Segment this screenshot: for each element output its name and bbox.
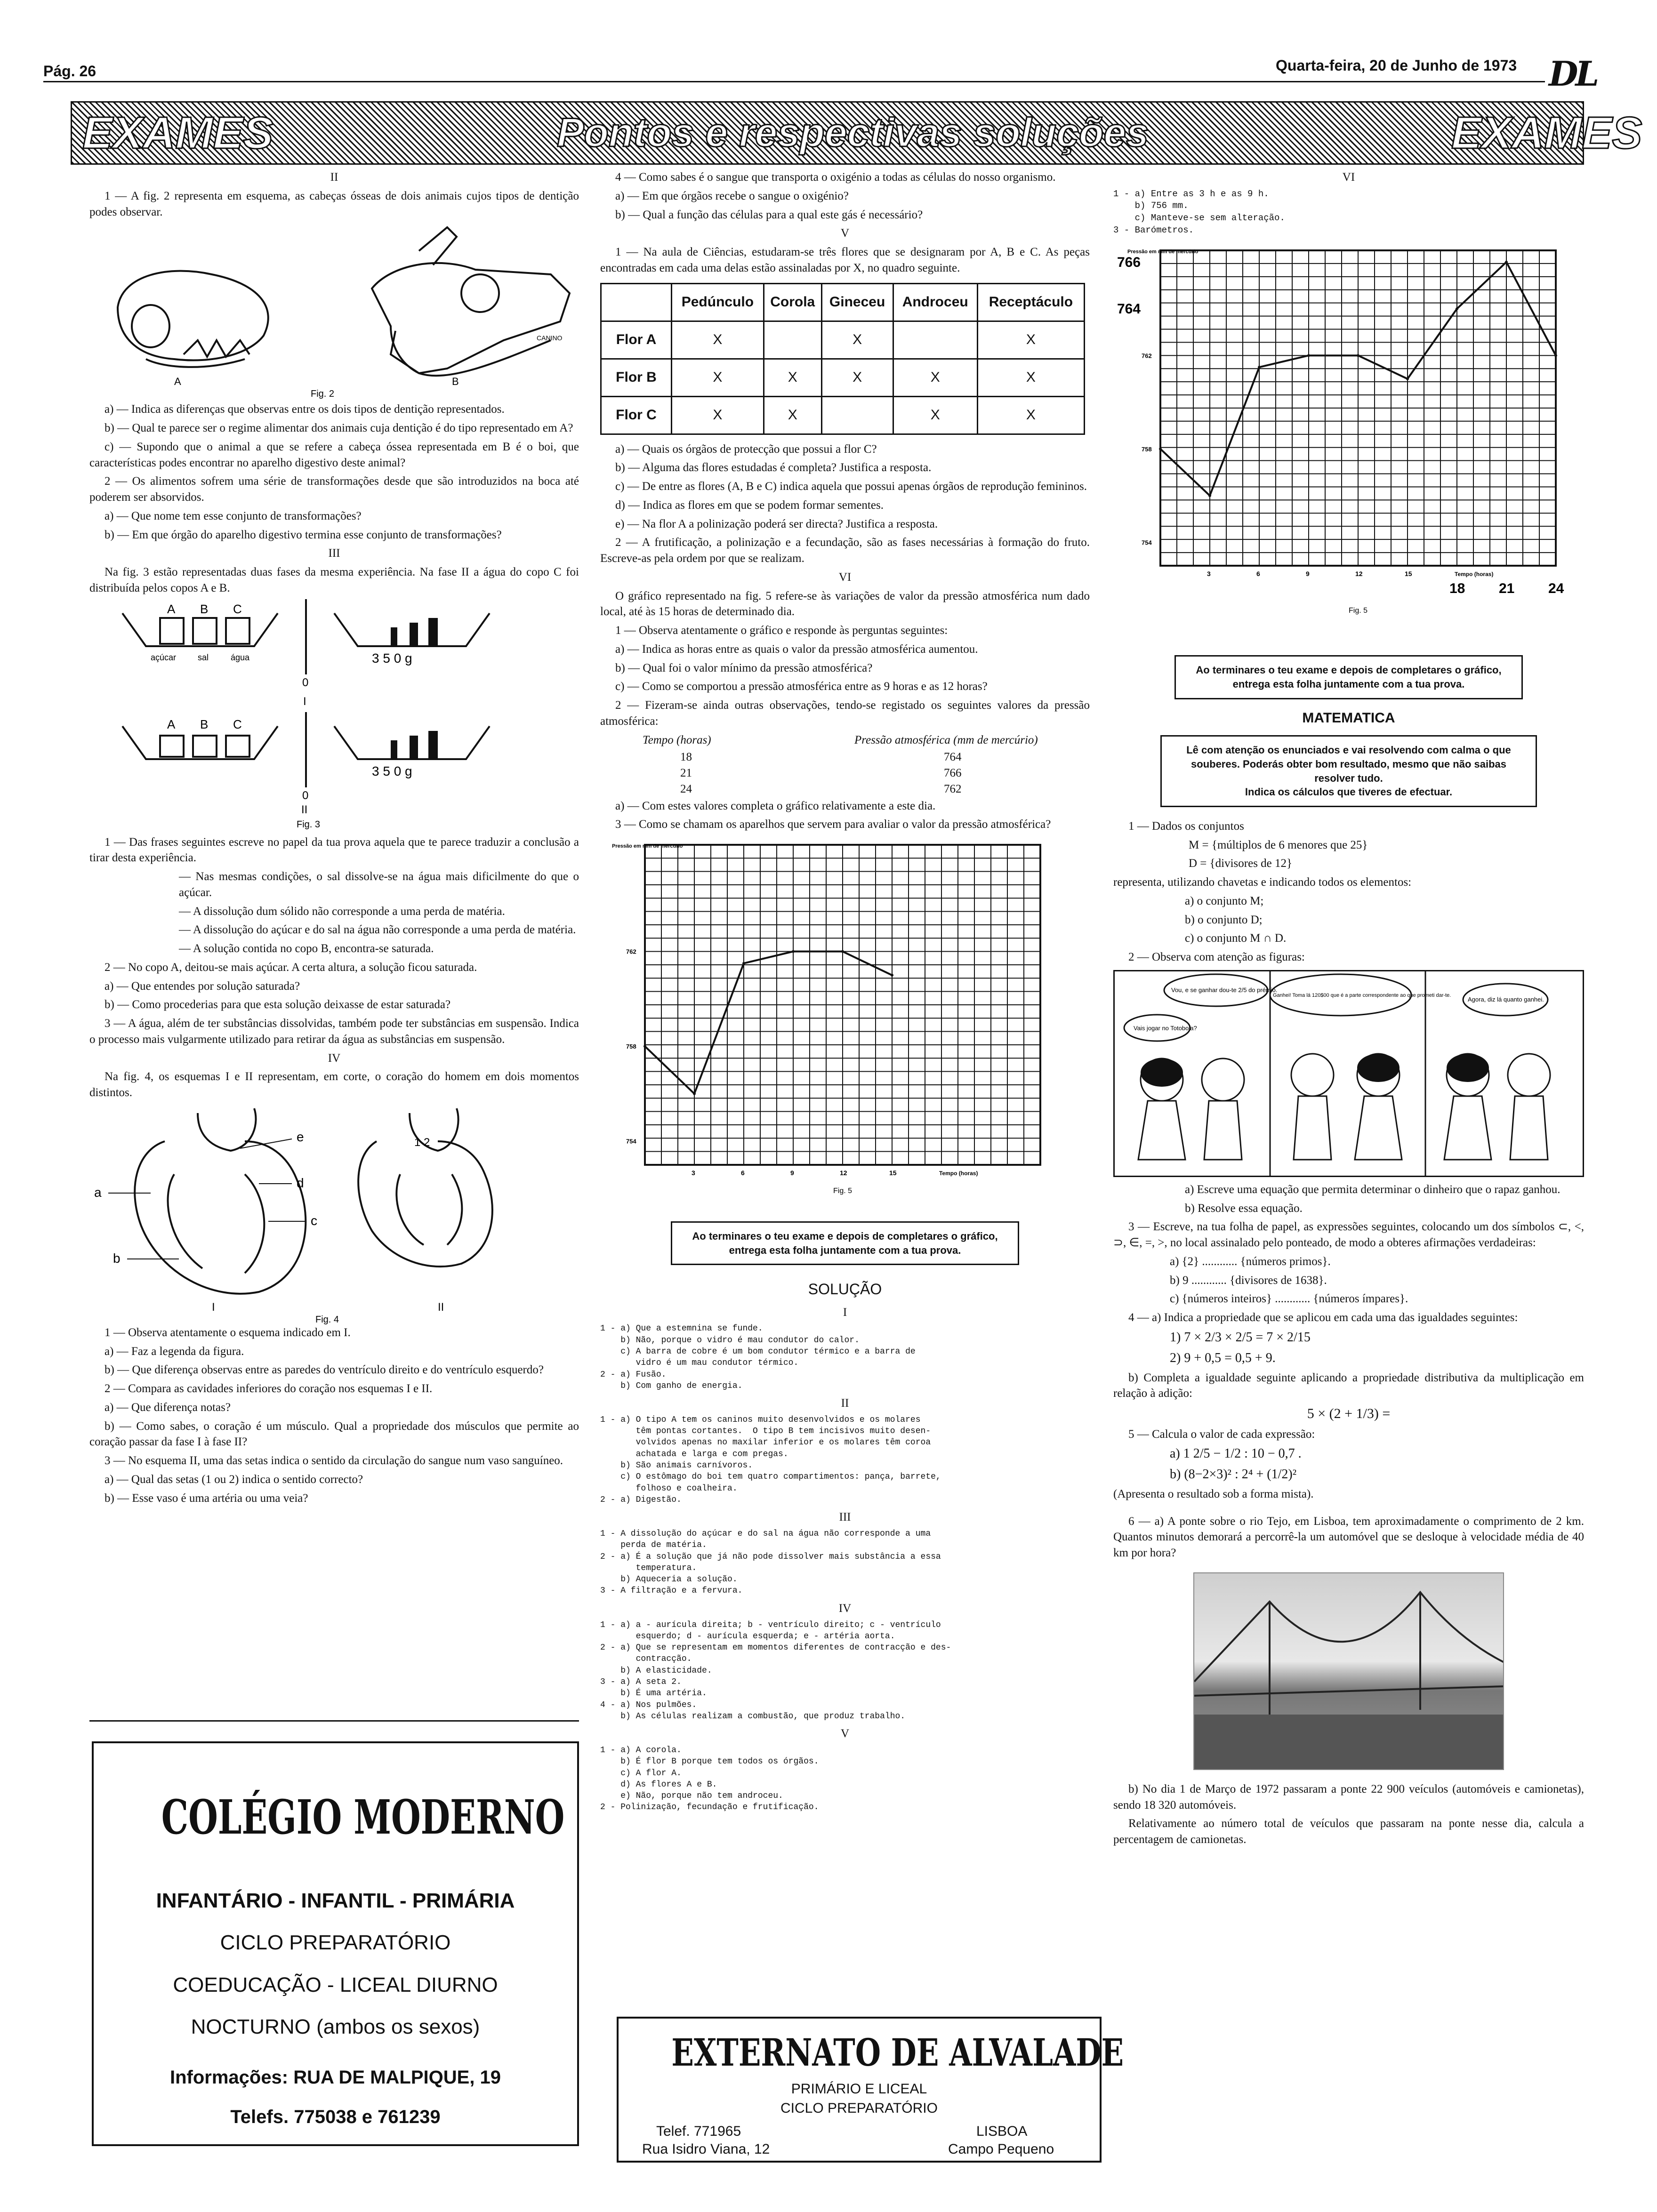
solution-heading: I [843,1306,847,1319]
solution-heading: III [839,1511,851,1524]
table-header-cell: Androceu [893,283,977,321]
question-text: (Apresenta o resultado sob a forma mista). [1113,1487,1314,1500]
question-text: a) — Indica as horas entre as quais o valor da pressão atmosférica aumentou. [615,642,978,656]
fig3-phase-i: I [303,695,306,708]
math-expression: 1) 7 × 2/3 × 2/5 = 7 × 2/15 [1170,1330,1311,1345]
x-tick-label: 9 [790,1169,794,1177]
table-cell: X [977,321,1084,359]
ad-city: LISBOA [976,2124,1028,2139]
data-point [1554,354,1557,357]
fig4-arrow-numbers: 1 2 [414,1136,430,1149]
question-text: 1 — A fig. 2 representa em esquema, as cabeças ósseas de dois animais cujos tipos de dentição podes observar. [89,189,579,218]
banner-left-title: EXAMES [82,108,273,158]
advertisement-colegio-moderno [92,1741,579,2146]
ad-area: Campo Pequeno [948,2141,1054,2157]
x-tick-label: 6 [1256,570,1260,578]
table-cell: X [764,396,821,434]
question-text: a) — Faz a legenda da figura. [105,1345,244,1358]
ad-title: COLÉGIO MODERNO [161,1789,565,1845]
issue-date: Quarta-feira, 20 de Junho de 1973 [1276,57,1517,74]
skull-a-drawing [118,271,268,367]
table-cell: X [893,359,977,396]
instruction-box: Ao terminares o teu exame e depois de completares o gráfico, entrega esta folha juntamente com a tua prova. [671,1221,1019,1265]
fig3-caption: Fig. 3 [297,819,321,830]
solution-heading: IV [838,1602,852,1615]
table-row [601,396,1085,434]
y-tick-label: 758 [626,1043,636,1050]
banner-right-title: EXAMES [1451,108,1642,158]
ad-street: Rua Isidro Viana, 12 [642,2141,770,2157]
question-text: b) o conjunto D; [1185,913,1263,926]
question-text: c) — Supondo que o animal a que se refere a cabeça óssea representada em B é o boi, que características podes encontrar no aparelho digestivo deste animal? [89,440,579,469]
table-header-cell: Tempo (horas) [643,733,711,746]
fig3-label-acucar: açúcar [151,652,177,662]
ad-title: EXTERNATO DE ALVALADE [671,2030,1124,2075]
question-text: 2 — A frutificação, a polinização e a fecundação, são as fases necessárias à formação do fruto. Escreve-as pela ordem por que se realizam. [600,536,1090,565]
fig2-label-b: B [452,376,459,388]
y-tick-label: 762 [1142,352,1152,360]
ad-line: PRIMÁRIO E LICEAL [791,2081,927,2097]
data-point [1208,494,1211,497]
math-expression: b) (8−2×3)² : 2⁴ + (1/2)² [1170,1467,1297,1482]
question-text: a) — Que nome tem esse conjunto de transformações? [105,509,362,522]
table-cell [893,321,977,359]
table-header-cell: Pressão atmosférica (mm de mercúrio) [854,733,1038,746]
y-tick-label: 762 [626,948,636,955]
question-text: b) — Esse vaso é uma artéria ou uma veia? [105,1491,308,1505]
banner-center-title: Pontos e respectivas soluções [557,110,1149,155]
figure-4-heart [89,1104,579,1325]
question-text: a) {2} ............ {números primos}. [1170,1255,1331,1268]
data-point [891,974,893,977]
fig4-label-ii: II [438,1300,444,1314]
question-text: a) — Quais os órgãos de protecção que possui a flor C? [615,442,877,456]
bridge-photo [1193,1572,1504,1770]
table-cell [821,396,893,434]
section-heading: III [328,547,340,560]
solution-text: 1 - a) Que a estemnina se funde. b) Não, porque o vidro é mau condutor do calor. c) A barra de cobre é um bom condutor térmico e a barra de vidro é um mau condutor térmico. 2 - a) Fusão. b) Com ganho de energia. [600,1324,916,1391]
question-text: a) — Que entendes por solução saturada? [105,979,300,993]
fig3-cup-label-a: A [167,601,176,616]
newspaper-logo: DL [1549,54,1597,94]
flowers-table [600,283,1085,435]
fig4-label-c: c [311,1213,317,1228]
figure-3-balance [89,599,579,834]
pressure-chart-fig5 [600,835,1090,1202]
comic-strip [1113,970,1584,1177]
fig3-phase-ii: II [301,803,308,816]
instruction-box: Ao terminares o teu exame e depois de completares o gráfico, entrega esta folha juntamente com a tua prova. [1174,655,1523,699]
table-cell: X [821,359,893,396]
ad-line: NOCTURNO (ambos os sexos) [191,2015,480,2039]
question-text: O gráfico representado na fig. 5 refere-se às variações de valor da pressão atmosférica num dado local, até às 15 horas de determinado dia. [600,589,1090,618]
math-expression: 5 × (2 + 1/3) = [1307,1406,1391,1422]
x-tick-label-extra: 24 [1548,581,1564,597]
question-text: a) — Que diferença notas? [105,1401,231,1414]
column-divider [89,1720,579,1722]
question-text: 4 — Como sabes é o sangue que transporta o oxigénio a todas as células do nosso organismo. [615,171,1056,184]
question-text: 2 — Observa com atenção as figuras: [1128,951,1305,964]
solution-text: 1 - a) O tipo A tem os caninos muito desenvolvidos e os molares têm pontas cortantes. O tipo B tem incisivos muito desen- volvidos apenas no maxilar inferior e os molares têm coroa achatada e larga e com pregas. b) São animais carnívoros. c) O estômago do boi tem quatro compartimentos: pança, barrete, folhoso e coalheira. 2 - a) Digestão. [600,1415,941,1505]
x-tick-label: 9 [1306,570,1310,578]
question-text: b) — Qual foi o valor mínimo da pressão atmosférica? [615,661,873,674]
x-tick-label: 15 [1405,570,1412,578]
fig4-label-i: I [212,1300,215,1314]
header-rule [43,81,1545,82]
question-text: c) {números inteiros} ............ {números ímpares}. [1170,1292,1408,1306]
ad-line: Telefs. 775038 e 761239 [230,2106,441,2127]
table-cell: X [893,396,977,434]
table-cell: 18 [680,750,692,763]
question-text: 1 — Na aula de Ciências, estudaram-se três flores que se designaram por A, B e C. As peças encontradas em cada uma delas estão assinaladas por X, no quadro seguinte. [600,246,1090,274]
table-header-cell: Receptáculo [977,283,1084,321]
math-expression: 2) 9 + 0,5 = 0,5 + 9. [1170,1350,1276,1365]
comic-bubble-1: Vais jogar no Totobola? [1134,1024,1197,1032]
question-text: 3 — A água, além de ter substâncias dissolvidas, também pode ter substâncias em suspensão. Indica o processo mais vulgarmente utilizado para retirar da água as substâncias em suspensão. [89,1017,579,1046]
section-heading: VI [838,570,852,584]
question-text: a) — Indica as diferenças que observas entre os dois tipos de dentição representados. [105,403,505,416]
data-point [792,950,795,953]
table-header-cell: Gineceu [821,283,893,321]
question-text: b) — Como sabes, o coração é um músculo. Qual a propriedade dos músculos que permite ao coração passar da fase I à fase II? [89,1419,579,1449]
question-text: b) — Qual te parece ser o regime alimentar dos animais cuja dentição é do tipo representado em A? [105,422,573,434]
table-cell: 762 [944,782,962,795]
ad-line: Informações: RUA DE MALPIQUE, 19 [169,2067,501,2088]
section-heading: II [330,171,338,184]
solution-section [600,1305,1090,1813]
x-tick-label-extra: 18 [1449,581,1465,597]
fig4-label-e: e [297,1129,304,1144]
option-item: — Nas mesmas condições, o sal dissolve-se na água mais dificilmente do que o açúcar. [179,870,579,899]
table-cell [764,321,821,359]
math-instruction-box: Lê com atenção os enunciados e vai resolvendo com calma o que souberes. Poderás obter bom resultado, mesmo que não saibas resolver tudo. Indica os cálculos que tiveres de efectuar. [1160,735,1537,807]
data-point [1159,448,1162,450]
table-cell: 24 [680,782,692,795]
question-text: 2 — No copo A, deitou-se mais açúcar. A certa altura, a solução ficou saturada. [105,961,477,974]
column-2 [600,169,1090,1813]
x-tick-label: 12 [840,1169,847,1177]
x-tick-label-extra: 21 [1499,581,1515,597]
row-label: Flor A [601,321,672,359]
fig3-zero-label2: 0 [302,789,309,802]
x-tick-label: 15 [889,1169,897,1177]
question-text: 2 — Fizeram-se ainda outras observações, tendo-se registado os seguintes valores da pressão atmosférica: [600,699,1090,728]
table-cell: X [977,359,1084,396]
question-text: b) Resolve essa equação. [1185,1202,1303,1215]
table-header-cell [601,283,672,321]
table-cell: X [672,359,764,396]
solution-heading: II [841,1397,849,1410]
math-expression: a) 1 2/5 − 1/2 : 10 − 0,7 . [1170,1446,1302,1461]
table-cell: 21 [680,766,692,779]
question-text: Na fig. 3 estão representadas duas fases da mesma experiência. Na fase II a água do copo C foi distribuída pelos copos A e B. [89,566,579,594]
question-text: 2 — Os alimentos sofrem uma série de transformações desde que são introduzidos na boca até poderem ser absorvidos. [89,475,579,504]
table-cell: 766 [944,766,962,779]
table-row [601,359,1085,396]
fig3-label-agua: água [231,652,250,662]
x-axis-label: Tempo (horas) [1455,571,1494,578]
fig3-cup-label-c: C [233,601,242,616]
figure-2-skulls [89,223,579,401]
solution-text: 1 - a) A corola. b) É flor B porque tem todos os órgãos. c) A flor A. d) As flores A e B. e) Não, porque não tem androceu. 2 - Polinização, fecundação e frutificação. [600,1745,819,1812]
question-text: e) — Na flor A a polinização poderá ser directa? Justifica a resposta. [615,517,938,530]
data-point [841,950,844,953]
solution-heading: V [840,1727,850,1740]
question-text: representa, utilizando chavetas e indicando todos os elementos: [1113,876,1412,889]
section-heading: IV [328,1051,341,1065]
question-text: 1 — Das frases seguintes escreve no papel da tua prova aquela que te parece traduzir a conclusão a tirar desta experiência. [89,835,579,865]
question-text: a) o conjunto M; [1185,894,1264,907]
question-text: b) — Qual a função das células para a qual este gás é necessário? [615,208,923,221]
question-text: Na fig. 4, os esquemas I e II representam, em corte, o coração do homem em dois momentos distintos. [89,1070,579,1099]
x-tick-label: 3 [692,1169,695,1177]
column-3 [1113,169,1584,1851]
comic-bubble-3: Ganhei! Toma lá 120$00 que é a parte correspondente ao que prometi dar-te. [1273,992,1451,998]
question-text: b) — Em que órgão do aparelho digestivo termina esse conjunto de transformações? [105,528,502,541]
fig4-caption: Fig. 4 [315,1314,339,1325]
question-text: a) Escreve uma equação que permita determinar o dinheiro que o rapaz ganhou. [1185,1183,1560,1196]
ad-line: INFANTÁRIO - INFANTIL - PRIMÁRIA [156,1889,515,1912]
column-1 [89,169,579,1509]
fig4-label-a: a [94,1185,102,1200]
data-point [1406,377,1409,380]
question-text: a) — Qual das setas (1 ou 2) indica o sentido correcto? [105,1473,363,1486]
pressure-chart-fig5-completed [1113,241,1584,641]
x-axis-label: Tempo (horas) [939,1170,978,1177]
solution-text: 1 - a) Entre as 3 h e as 9 h. b) 756 mm. c) Manteve-se sem alteração. 3 - Barómetros. [1113,188,1285,235]
comic-bubble-2: Vou, e se ganhar dou-te 2/5 do prémio. [1171,986,1278,994]
question-text: a) — Em que órgãos recebe o sangue o oxigénio? [615,189,849,202]
data-series-line [645,952,892,1094]
skull-b-drawing [372,227,570,376]
question-text: b) — Como procederias para que esta solução deixasse de estar saturada? [105,998,451,1011]
data-point [1505,261,1508,264]
solution-text: 1 - a) a - aurícula direita; b - ventrículo direito; c - ventrículo esquerdo; d - aurícula esquerda; e - artéria aorta. 2 - a) Que se representam em momentos diferentes de contracção e des- contracção. b) A elasticidade. 3 - a) A seta 2. b) É uma artéria. 4 - a) Nos pulmões. b) As células realizam a combustão, que produz trabalho. [600,1620,951,1721]
table-cell: X [821,321,893,359]
question-text: a) — Com estes valores completa o gráfico relativamente a este dia. [615,799,936,812]
question-text: 1 — Observa atentamente o gráfico e responde às perguntas seguintes: [615,624,948,637]
y-axis-label: Pressão em mm de mercúrio [612,843,683,849]
fig2-label-a: A [174,376,181,388]
y-tick-label-extra: 766 [1117,255,1141,271]
set-definition: M = {múltiplos de 6 menores que 25} [1189,838,1368,851]
table-header-cell: Corola [764,283,821,321]
x-tick-label: 3 [1207,570,1211,578]
question-text: 3 — Como se chamam os aparelhos que servem para avaliar o valor da pressão atmosférica? [615,818,1051,831]
advertisement-externato-alvalade [617,2017,1124,2163]
table-cell: X [764,359,821,396]
question-text: b) 9 ............ {divisores de 1638}. [1170,1274,1327,1287]
question-text: 2 — Compara as cavidades inferiores do coração nos esquemas I e II. [105,1382,433,1395]
question-text: 3 — Escreve, na tua folha de papel, as expressões seguintes, colocando um dos símbolos ⊂, <, ⊃, ∈, =, >, no local assinalado pelo ponteado, de modo a obteres afirmações verdadeiras: [1113,1220,1584,1250]
y-tick-label: 754 [626,1138,636,1145]
fig3-cup-label-a2: A [167,717,176,731]
fig2-caption: Fig. 2 [311,389,335,400]
ad-line: COEDUCAÇÃO - LICEAL DIURNO [173,1973,498,1996]
question-text: 4 — a) Indica a propriedade que se aplicou em cada uma das igualdades seguintes: [1128,1311,1518,1324]
question-text: b) — Que diferença observas entre as paredes do ventrículo direito e do ventrículo esquerdo? [105,1363,544,1377]
data-point [1307,354,1310,357]
x-tick-label: 6 [741,1169,745,1177]
option-list [89,869,579,957]
question-text: c) — Como se comportou a pressão atmosférica entre as 9 horas e as 12 horas? [615,680,988,693]
question-text: c) o conjunto M ∩ D. [1185,932,1287,945]
fig3-cup-label-b: B [200,601,209,616]
option-item: — A dissolução do açúcar e do sal na água não corresponde a uma perda de matéria. [179,923,576,937]
question-text: 1 — Observa atentamente o esquema indicado em I. [105,1326,351,1339]
data-point [1456,307,1458,310]
section-heading: V [840,227,850,240]
table-cell: X [672,321,764,359]
fig3-weight-label: 3 5 0 g [372,650,412,665]
y-tick-label-extra: 764 [1117,301,1141,317]
ad-line: CICLO PREPARATÓRIO [780,2100,938,2116]
table-row [601,321,1085,359]
ad-phone: Telef. 771965 [656,2124,741,2139]
data-point [643,1045,646,1048]
question-text: 5 — Calcula o valor de cada expressão: [1128,1427,1315,1441]
ad-line: CICLO PREPARATÓRIO [220,1931,451,1955]
x-tick-label: 12 [1355,570,1363,578]
question-text: b) No dia 1 de Março de 1972 passaram a ponte 22 900 veículos (automóveis e camionetas), sendo 18 320 automóveis. [1113,1782,1584,1811]
table-header-cell: Pedúnculo [672,283,764,321]
table-cell: X [977,396,1084,434]
fig3-weight-label2: 3 5 0 g [372,763,412,778]
question-text: 1 — Dados os conjuntos [1128,819,1244,833]
fig3-label-sal: sal [198,652,209,662]
section-banner [71,101,1642,165]
data-point [742,962,745,965]
comic-bubble-4: Agora, diz lá quanto ganhei. [1468,995,1544,1003]
fig4-label-d: d [297,1175,304,1190]
fig3-cup-label-b2: B [200,717,209,731]
chart-caption: Fig. 5 [833,1187,853,1195]
table-cell: 764 [944,750,962,763]
fig3-zero-label: 0 [302,676,309,689]
y-axis-label: Pressão em mm de mercúrio [1127,249,1199,255]
pressure-values-table [600,732,1090,798]
data-point [693,1092,696,1095]
page-number: Pág. 26 [43,63,97,80]
data-point [1258,366,1261,369]
question-text: b) — Alguma das flores estudadas é completa? Justifica a resposta. [615,461,932,474]
table-cell: X [672,396,764,434]
fig4-label-b: b [113,1250,121,1266]
question-text: d) — Indica as flores em que se podem formar sementes. [615,498,884,512]
question-text: Relativamente ao número total de veículos que passaram na ponte nesse dia, calcula a percentagem de camionetas. [1113,1817,1584,1846]
fig2-label-canino: CANINO [537,334,563,342]
question-text: c) — De entre as flores (A, B e C) indica aquela que possui apenas órgãos de reprodução femininos. [615,480,1087,493]
question-text: 3 — No esquema II, uma das setas indica o sentido da circulação do sangue num vaso sanguíneo. [105,1454,563,1467]
data-point [1357,354,1359,357]
y-tick-label: 754 [1142,539,1152,546]
option-item: — A solução contida no copo B, encontra-se saturada. [179,942,434,955]
question-text: 6 — a) A ponte sobre o rio Tejo, em Lisboa, tem aproximadamente o comprimento de 2 km. Quantos minutos demorará a percorrê-la um automóvel que se desloque à velocidade média de 40 km por hora? [1113,1515,1584,1560]
row-label: Flor B [601,359,672,396]
row-label: Flor C [601,396,672,434]
chart-caption: Fig. 5 [1349,607,1368,615]
table-header-row [601,283,1085,321]
solution-title: SOLUÇÃO [808,1281,882,1298]
y-tick-label: 758 [1142,446,1152,453]
set-definition: D = {divisores de 12} [1189,857,1293,870]
question-text: b) Completa a igualdade seguinte aplicando a propriedade distributiva da multiplicação em relação à adição: [1113,1371,1584,1400]
solution-text: 1 - A dissolução do açúcar e do sal na água não corresponde a uma perda de matéria. 2 - a) É a solução que já não pode dissolver mais substância a essa temperatura. b) Aqueceria a solução. 3 - A filtração e a fervura. [600,1529,941,1596]
fig3-cup-label-c2: C [233,717,242,731]
math-title: MATEMATICA [1302,710,1395,726]
section-heading: VI [1342,171,1355,184]
option-item: — A dissolução dum sólido não corresponde a uma perda de matéria. [179,905,505,918]
